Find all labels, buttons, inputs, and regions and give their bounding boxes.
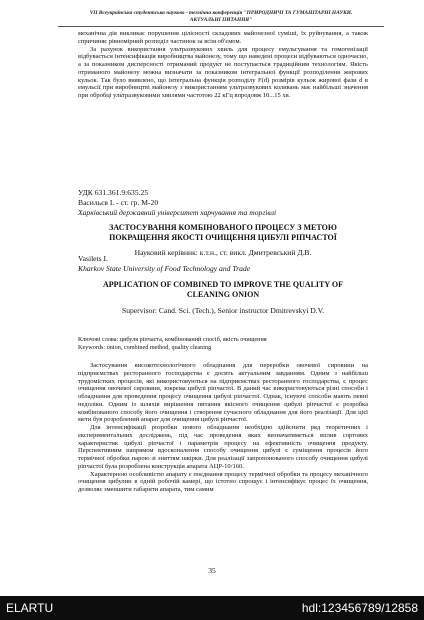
footer-repository-name: ELARTU	[6, 601, 54, 615]
supervisor-en: Supervisor: Cand. Sci. (Tech.), Senior instructor Dmitrevskyi D.V.	[121, 306, 324, 315]
author-en: Vasilets I.	[78, 254, 108, 263]
author-ua: Васильєв І. - ст. гр. М-20	[78, 198, 159, 207]
repository-footer	[0, 596, 424, 620]
body-paragraph-3: Характерною особливістю апарату є поєднання процесу термічної обробки та процесу механічного очищення цибулин в одній робочій камері, що істотно спрощує і інтенсифікує процес їх очищення, дозволяє зменшити габарити апарата, тим самим	[78, 470, 368, 493]
keywords-ua: Ключові слова: цибуля ріпчаста, комбінований спосіб, якість очищення	[78, 336, 267, 343]
header-line-1: VII Всеукраїнська студентська науково - технічна конференція "ПРИРОДНИЧІ ТА ГУМАНІТАРНІ НАУКИ.	[89, 10, 353, 16]
article-title-en-line-1: APPLICATION OF COMBINED TO IMPROVE THE QUALITY OF	[103, 280, 343, 289]
udc-code: УДК 631.361.9:635.25	[78, 188, 149, 197]
article-title-en-line-2: CLEANING ONION	[186, 290, 260, 299]
affiliation-ua: Харківський державний університет харчування та торгівлі	[78, 208, 277, 217]
article-title-ua-line-1: ЗАСТОСУВАННЯ КОМБІНОВАНОГО ПРОЦЕСУ З МЕТОЮ	[109, 223, 337, 232]
article-title-ua-line-2: ПОКРАЩЕННЯ ЯКОСТІ ОЧИЩЕННЯ ЦИБУЛІ РІПЧАСТОЇ	[109, 233, 337, 242]
header-rule	[58, 26, 384, 27]
ua-article-header	[78, 188, 368, 258]
intro-section	[78, 30, 368, 100]
en-article-header	[78, 254, 368, 316]
supervisor-ua: Науковий керівник: к.т.н., ст. викл. Дмитревський Д.В.	[134, 248, 312, 257]
conference-header	[58, 10, 384, 23]
page-number: 35	[208, 566, 216, 575]
body-paragraph-1: Застосування високотехнологічного обладнання для переробки овочевої сировини на підприємствах ресторанного господарства є досить актуальним завданням. Одним з найбільш трудомістких процесів, які використовуються на підприємствах ресторанного господарства, є процес очищення овочевої сировини, зокрема цибулі ріпчастої. В даний час використовуються різні способи і обладнання для проведення процесу очищення цибулі ріпчастої. Однак, існуючі способи мають певні недоліки. Одним із шляхів вирішення питання якісного очищення цибулі ріпчастої є розробка комбінованого способу його очищення і створення сучасного обладнання для його реалізації. Для цієї мети був розроблений апарат для очищення цибулі ріпчастої.	[78, 362, 368, 424]
affiliation-en: Kharkov State University of Food Technology and Trade	[78, 264, 251, 273]
intro-paragraph-1: механічна дія викликає порушення цілісності складових майонезної суміші, їх руйнування, а також спричиняє рівномірний розподіл частинок за всім об'ємом.	[78, 30, 368, 45]
keywords-section	[78, 336, 368, 352]
article-body	[78, 362, 368, 494]
header-line-2: АКТУАЛЬНІ ПИТАННЯ"	[189, 16, 253, 23]
footer-handle: hdl:123456789/12858	[301, 601, 418, 615]
keywords-en: Keywords: onion, combined method, quality cleaning	[78, 344, 212, 351]
intro-paragraph-2: За рахунок використання ультразвукових хвиль для процесу емульгування та гомогенізації відбувається інтенсифікація виробництва майонезу, тому що наведені процеси відбуваються одночасно, а за показником дисперсності отриманий продукт не поступається традиційним технологіям. Якість отриманого майонезу можна визначати за показником інтегральної функції розподілення жирових кульок. Так було виявлено, що інтегральна функція розподілу F(d) розмірів кульок жирової фази d в емульсії при виробництві майонезу з використанням ультразвукових коливань має найбільші значення при обробці ультразвуковими хвилями частотою 22 кГц впродовж 10...15 хв.	[78, 45, 368, 99]
body-paragraph-2: Для інтенсифікації розробки нового обладнання необхідно здійснити ряд теоретичних і експериментальних досліджень, під час проведення яких визначатиметься вплив сортових характеристик цибулі ріпчастої і параметрів процесу на ефективність очищення продукту. Перспективним напрямом вдосконалення способу очищення цибулі є суміщення процесів його термічної обробки парою зі зняттям шкірки. Для реалізації запропонованого способу очищення цибулі ріпчастої була розроблена конструкція апарата АЦР-10/160.	[78, 424, 368, 470]
